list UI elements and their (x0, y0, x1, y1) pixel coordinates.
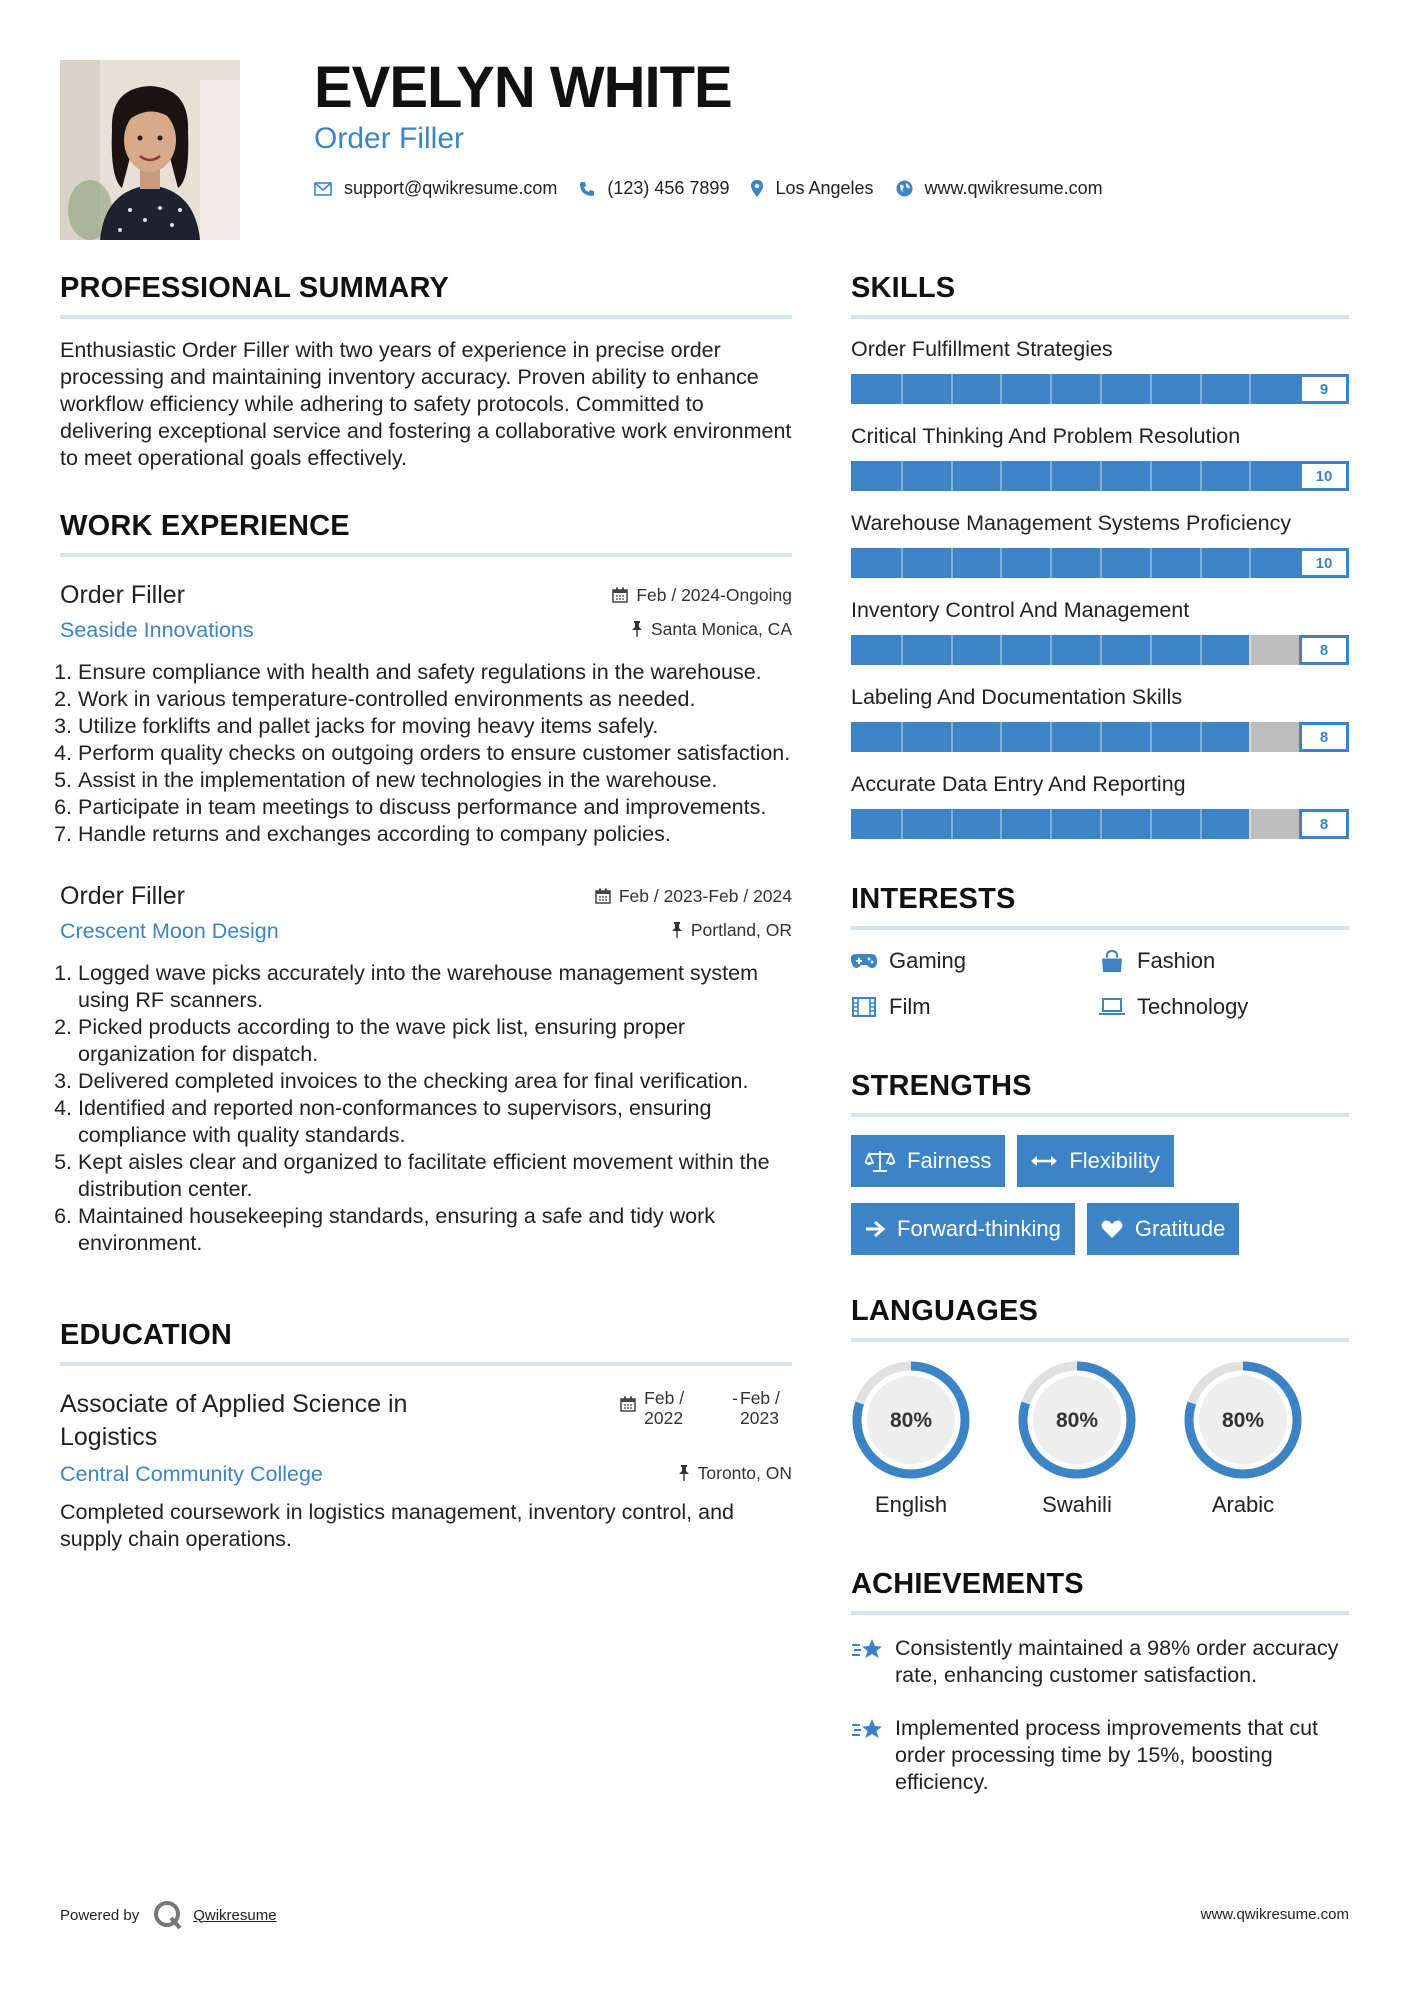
interest-item (851, 994, 1099, 1020)
school-name: Central Community College (60, 1462, 323, 1486)
skill-bar-segment (1249, 809, 1251, 839)
interest-item (1099, 948, 1347, 974)
language-percent: 80% (1221, 1409, 1265, 1432)
achievement-item (851, 1715, 1349, 1796)
skill-item (851, 424, 1349, 491)
skill-bar (851, 548, 1349, 578)
skill-bar (851, 461, 1349, 491)
company-name: Seaside Innovations (60, 618, 254, 642)
skill-bar-segment (1000, 548, 1002, 578)
film-icon (851, 996, 877, 1018)
skill-bar-segment (1000, 374, 1002, 404)
strength-tag (851, 1203, 1075, 1255)
skill-score: 10 (1299, 461, 1349, 491)
strength-tag (1017, 1135, 1173, 1187)
language-name: Swahili (1042, 1492, 1112, 1517)
experience-section (60, 510, 792, 1257)
duty-item: 1. Logged wave picks accurately into the warehouse management system using RF scanners. (78, 960, 792, 1014)
achievement-text: Implemented process improvements that cut order processing time by 15%, boosting efficiency. (895, 1716, 1319, 1794)
skill-bar-fill (851, 374, 1299, 404)
duty-item: 5. Kept aisles clear and organized to facilitate efficient movement within the distribution center. (78, 1149, 792, 1203)
language-ring (851, 1360, 971, 1480)
skill-bar-segment (1249, 548, 1251, 578)
skill-score: 8 (1299, 809, 1349, 839)
interest-label: Technology (1137, 994, 1249, 1019)
skill-name: Labeling And Documentation Skills (851, 685, 1183, 709)
interest-item (1099, 994, 1347, 1020)
language-ring (1183, 1360, 1303, 1480)
gamepad-icon (851, 950, 877, 972)
duty-item: 4. Identified and reported non-conformances to supervisors, ensuring compliance with quality standards. (78, 1095, 792, 1149)
languages-list (851, 1360, 1349, 1518)
website-text: www.qwikresume.com (924, 178, 1103, 198)
job-entry (60, 581, 792, 848)
skill-bar-segment (1050, 722, 1052, 752)
job-title: Order Filler (60, 882, 186, 910)
skill-bar-segment (1200, 722, 1202, 752)
skill-bar-segment (1100, 374, 1102, 404)
strength-tag (851, 1135, 1005, 1187)
interests-grid (851, 948, 1349, 1020)
skill-name: Accurate Data Entry And Reporting (851, 772, 1186, 796)
achievements-heading: ACHIEVEMENTS (851, 1568, 1349, 1615)
arrows-horizontal-icon (1031, 1154, 1057, 1168)
skill-bar-segment (1200, 374, 1202, 404)
education-date-separator: - (732, 1388, 738, 1408)
strength-label: Gratitude (1134, 1216, 1226, 1241)
skill-bar-segment (1150, 809, 1152, 839)
skill-score: 9 (1299, 374, 1349, 404)
interest-label: Gaming (889, 948, 967, 973)
map-pin-icon (751, 180, 763, 197)
laptop-icon (1099, 996, 1125, 1018)
skill-bar (851, 374, 1349, 404)
education-dates (620, 1388, 792, 1428)
qwikresume-link[interactable]: Qwikresume (193, 1906, 277, 1924)
candidate-name: EVELYN WHITE (314, 55, 732, 120)
strength-tag (1087, 1203, 1240, 1255)
shooting-star-icon (851, 1715, 885, 1796)
skill-bar-segment (1050, 548, 1052, 578)
shooting-star-icon (851, 1635, 885, 1689)
skill-bar-segment (1000, 722, 1002, 752)
skill-bar-segment (1100, 722, 1102, 752)
pushpin-icon (631, 621, 643, 637)
degree-title: Associate of Applied Science in Logistics (60, 1390, 408, 1451)
job-location (671, 920, 792, 941)
interest-item (851, 948, 1099, 974)
pushpin-icon (671, 922, 683, 938)
heart-icon (1101, 1219, 1123, 1239)
skills-heading: SKILLS (851, 272, 1349, 319)
skill-bar-segment (1050, 461, 1052, 491)
footer-website[interactable]: www.qwikresume.com (1200, 1906, 1349, 1923)
footer-powered-by (60, 1900, 277, 1930)
skill-bar-segment (901, 461, 903, 491)
achievement-item (851, 1635, 1349, 1689)
job-dates-text: Feb / 2023-Feb / 2024 (618, 885, 792, 906)
experience-heading: WORK EXPERIENCE (60, 510, 792, 557)
qwikresume-logo-icon (153, 1900, 183, 1930)
skill-bar-segment (1050, 809, 1052, 839)
education-start: Feb / 2022 (644, 1388, 685, 1428)
duties-list (60, 960, 792, 1257)
skill-bar-segment (1000, 809, 1002, 839)
skill-bar-segment (1200, 809, 1202, 839)
duties-list (60, 659, 792, 848)
school-location (678, 1463, 792, 1484)
skill-bar-segment (1050, 374, 1052, 404)
skill-item (851, 511, 1349, 578)
skill-bar-segment (1150, 722, 1152, 752)
job-location (631, 619, 792, 640)
achievements-section (851, 1568, 1349, 1796)
skill-bar-segment (1100, 548, 1102, 578)
skill-bar-segment (1100, 809, 1102, 839)
school-location-text: Toronto, ON (697, 1462, 792, 1483)
contact-phone[interactable] (579, 178, 729, 199)
skill-name: Warehouse Management Systems Proficiency (851, 511, 1292, 535)
job-location-text: Santa Monica, CA (650, 618, 792, 639)
language-percent: 80% (889, 1409, 933, 1432)
job-dates (595, 886, 792, 907)
calendar-icon (595, 888, 611, 904)
skill-bar-segment (1000, 635, 1002, 665)
left-column (60, 272, 792, 1553)
envelope-icon (314, 182, 332, 196)
skill-bar-segment (951, 374, 953, 404)
calendar-icon (620, 1396, 636, 1416)
duty-item: 3. Utilize forklifts and pallet jacks for moving heavy items safely. (78, 713, 792, 740)
email-text: support@qwikresume.com (344, 178, 558, 198)
duty-item: 1. Ensure compliance with health and safety regulations in the warehouse. (78, 659, 792, 686)
shopping-bag-icon (1099, 950, 1125, 972)
language-item (851, 1360, 971, 1518)
duty-item: 4. Perform quality checks on outgoing orders to ensure customer satisfaction. (78, 740, 792, 767)
education-heading: EDUCATION (60, 1319, 792, 1366)
portrait-image (60, 60, 240, 240)
skill-bar-segment (951, 548, 953, 578)
languages-section (851, 1295, 1349, 1518)
skill-bar-segment (1050, 635, 1052, 665)
skill-bar-segment (1150, 461, 1152, 491)
skill-bar-segment (1100, 635, 1102, 665)
summary-section (60, 272, 792, 472)
contact-email[interactable] (314, 178, 557, 199)
job-entry (60, 882, 792, 1257)
duty-item: 3. Delivered completed invoices to the checking area for final verification. (78, 1068, 792, 1095)
skill-bar-segment (1200, 461, 1202, 491)
education-section (60, 1319, 792, 1553)
language-item (1183, 1360, 1303, 1518)
languages-heading: LANGUAGES (851, 1295, 1349, 1342)
duty-item: 2. Work in various temperature-controlled environments as needed. (78, 686, 792, 713)
skill-bar-segment (1100, 461, 1102, 491)
strengths-list (851, 1135, 1349, 1255)
skill-bar-segment (951, 722, 953, 752)
duty-item: 6. Participate in team meetings to discuss performance and improvements. (78, 794, 792, 821)
contact-location (751, 178, 873, 199)
summary-text: Enthusiastic Order Filler with two years of experience in precise order processing and maintaining inventory accuracy. Proven ability to enhance workflow efficiency while adhering to safety protocols. Committed to delivering exceptional service and fostering a collaborative work environment to meet operational goals effectively. (60, 338, 792, 470)
skill-bar-segment (1249, 722, 1251, 752)
skill-score: 8 (1299, 722, 1349, 752)
skill-name: Inventory Control And Management (851, 598, 1190, 622)
skill-bar-segment (1000, 461, 1002, 491)
job-location-text: Portland, OR (690, 919, 792, 940)
duty-item: 7. Handle returns and exchanges according to company policies. (78, 821, 792, 848)
duty-item: 6. Maintained housekeeping standards, ensuring a safe and tidy work environment. (78, 1203, 792, 1257)
calendar-icon (612, 587, 628, 603)
skill-bar (851, 635, 1349, 665)
skill-bar-segment (951, 635, 953, 665)
skill-bar-segment (1200, 548, 1202, 578)
skill-bar-segment (951, 461, 953, 491)
profile-photo (60, 60, 240, 240)
skill-name: Critical Thinking And Problem Resolution (851, 424, 1241, 448)
language-item (1017, 1360, 1137, 1518)
job-dates-text: Feb / 2024-Ongoing (636, 584, 792, 605)
skill-score: 8 (1299, 635, 1349, 665)
summary-heading: PROFESSIONAL SUMMARY (60, 272, 792, 319)
skill-bar-segment (1150, 548, 1152, 578)
pushpin-icon (678, 1465, 690, 1481)
right-column (851, 272, 1349, 1822)
balance-scale-icon (865, 1150, 895, 1172)
skill-bar (851, 722, 1349, 752)
candidate-title: Order Filler (314, 122, 465, 155)
language-ring (1017, 1360, 1137, 1480)
contact-row (314, 178, 1125, 199)
achievement-text: Consistently maintained a 98% order accuracy rate, enhancing customer satisfaction. (895, 1636, 1339, 1687)
interest-label: Film (889, 994, 931, 1019)
skill-item (851, 772, 1349, 839)
skill-bar-segment (951, 809, 953, 839)
strength-label: Fairness (907, 1148, 992, 1173)
interest-label: Fashion (1137, 948, 1216, 973)
skill-bar-segment (1200, 635, 1202, 665)
language-percent: 80% (1055, 1409, 1099, 1432)
skill-item (851, 598, 1349, 665)
strength-label: Flexibility (1069, 1148, 1160, 1173)
skill-bar-segment (1150, 635, 1152, 665)
skill-bar (851, 809, 1349, 839)
duty-item: 2. Picked products according to the wave pick list, ensuring proper organization for dispatch. (78, 1014, 792, 1068)
skill-bar-segment (1150, 374, 1152, 404)
strengths-section (851, 1070, 1349, 1255)
globe-icon (896, 180, 913, 197)
education-end: Feb / 2023 (740, 1388, 780, 1428)
skill-score: 10 (1299, 548, 1349, 578)
skill-name: Order Fulfillment Strategies (851, 337, 1113, 361)
education-description: Completed coursework in logistics management, inventory control, and supply chain operations. (60, 1500, 734, 1551)
interests-heading: INTERESTS (851, 883, 1349, 930)
skills-section (851, 272, 1349, 839)
duty-item: 5. Assist in the implementation of new technologies in the warehouse. (78, 767, 792, 794)
skill-bar-segment (901, 809, 903, 839)
skill-bar-segment (901, 722, 903, 752)
skill-bar-segment (901, 635, 903, 665)
contact-website[interactable] (896, 178, 1103, 199)
strength-label: Forward-thinking (897, 1216, 1061, 1241)
language-name: English (874, 1492, 948, 1517)
skill-bar-segment (1249, 461, 1251, 491)
skill-bar-segment (1249, 635, 1251, 665)
skill-item (851, 337, 1349, 404)
location-text: Los Angeles (775, 178, 874, 198)
skill-item (851, 685, 1349, 752)
language-name: Arabic (1211, 1492, 1275, 1517)
company-name: Crescent Moon Design (60, 919, 279, 943)
phone-text: (123) 456 7899 (607, 178, 730, 198)
skills-list (851, 337, 1349, 839)
skill-bar-segment (901, 548, 903, 578)
skill-bar-segment (1249, 374, 1251, 404)
phone-icon (579, 181, 595, 197)
strengths-heading: STRENGTHS (851, 1070, 1349, 1117)
job-title: Order Filler (60, 581, 186, 609)
interests-section (851, 883, 1349, 1020)
skill-bar-segment (901, 374, 903, 404)
powered-by-text: Powered by (60, 1906, 140, 1924)
job-dates (612, 585, 792, 606)
arrow-right-icon (865, 1220, 885, 1238)
